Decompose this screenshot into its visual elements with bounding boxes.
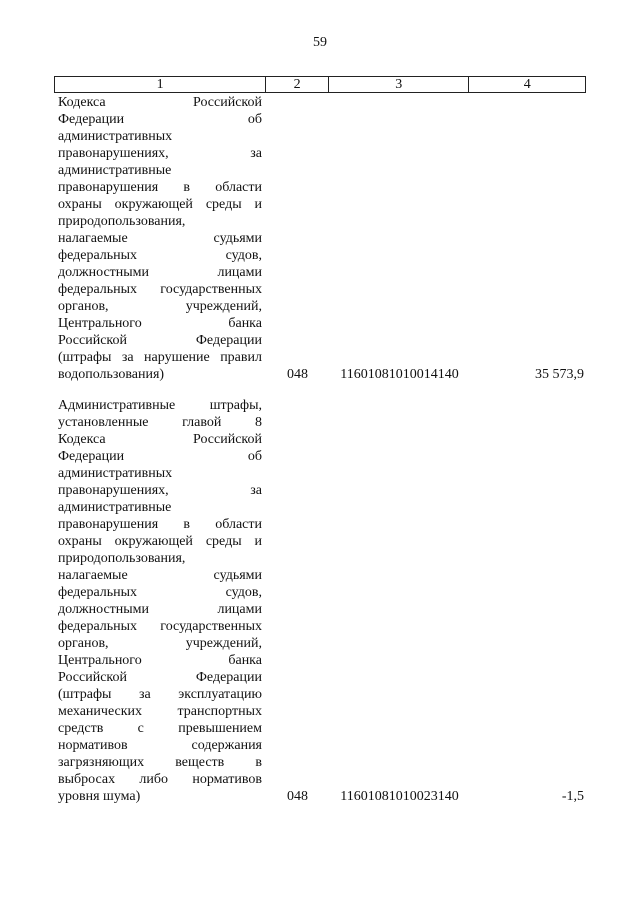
- description-line: загрязняющих веществ в: [58, 755, 262, 770]
- description-line: налагаемые судьями: [58, 568, 262, 583]
- description-line: средств с превышением: [58, 721, 262, 736]
- description-line: правонарушения в области: [58, 180, 262, 195]
- row-code: 048: [287, 789, 308, 804]
- row-code: 048: [287, 367, 308, 382]
- header-col-2: 2: [266, 77, 329, 92]
- description-line: органов, учреждений,: [58, 299, 262, 314]
- description-line: Российской Федерации: [58, 670, 262, 685]
- description-line: Центрального банка: [58, 653, 262, 668]
- description-line: административных: [58, 466, 173, 481]
- description-line: Федерации об: [58, 112, 262, 127]
- description-line: Административные штрафы,: [58, 398, 262, 413]
- description-line: должностными лицами: [58, 265, 262, 280]
- row-amount: -1,5: [561, 789, 584, 804]
- row-kbk: 11601081010014140: [340, 367, 459, 382]
- description-line: правонарушения в области: [58, 517, 262, 532]
- description-line: правонарушениях, за: [58, 146, 262, 161]
- description-line: налагаемые судьями: [58, 231, 262, 246]
- description-line: административные: [58, 500, 172, 515]
- description-line: установленные главой 8: [58, 415, 262, 430]
- description-line: федеральных государственных: [58, 619, 262, 634]
- row-amount: 35 573,9: [535, 367, 584, 382]
- description-line: природопользования,: [58, 214, 186, 229]
- description-line: выбросах либо нормативов: [58, 772, 262, 787]
- description-line: водопользования): [58, 367, 165, 382]
- description-line: федеральных судов,: [58, 585, 262, 600]
- description-line: механических транспортных: [58, 704, 262, 719]
- description-line: охраны окружающей среды и: [58, 534, 262, 549]
- description-line: Кодекса Российской: [58, 95, 262, 110]
- description-line: природопользования,: [58, 551, 186, 566]
- description-line: должностными лицами: [58, 602, 262, 617]
- header-col-1: 1: [55, 77, 266, 92]
- description-line: административных: [58, 129, 173, 144]
- description-line: нормативов содержания: [58, 738, 262, 753]
- header-col-4: 4: [523, 77, 531, 92]
- description-line: Российской Федерации: [58, 333, 262, 348]
- row-kbk: 11601081010023140: [340, 789, 459, 804]
- description-line: (штрафы за нарушение правил: [58, 350, 262, 365]
- description-line: административные: [58, 163, 172, 178]
- description-line: федеральных судов,: [58, 248, 262, 263]
- row-description: [58, 397, 262, 805]
- table-header: [54, 76, 586, 93]
- description-line: Кодекса Российской: [58, 432, 262, 447]
- description-line: органов, учреждений,: [58, 636, 262, 651]
- row-description: [58, 94, 262, 383]
- description-line: Центрального банка: [58, 316, 262, 331]
- description-line: уровня шума): [58, 789, 141, 804]
- description-line: охраны окружающей среды и: [58, 197, 262, 212]
- description-line: Федерации об: [58, 449, 262, 464]
- description-line: правонарушениях, за: [58, 483, 262, 498]
- header-col-3: 3: [329, 77, 469, 92]
- description-line: (штрафы за эксплуатацию: [58, 687, 262, 702]
- page-number: 59: [313, 35, 327, 50]
- description-line: федеральных государственных: [58, 282, 262, 297]
